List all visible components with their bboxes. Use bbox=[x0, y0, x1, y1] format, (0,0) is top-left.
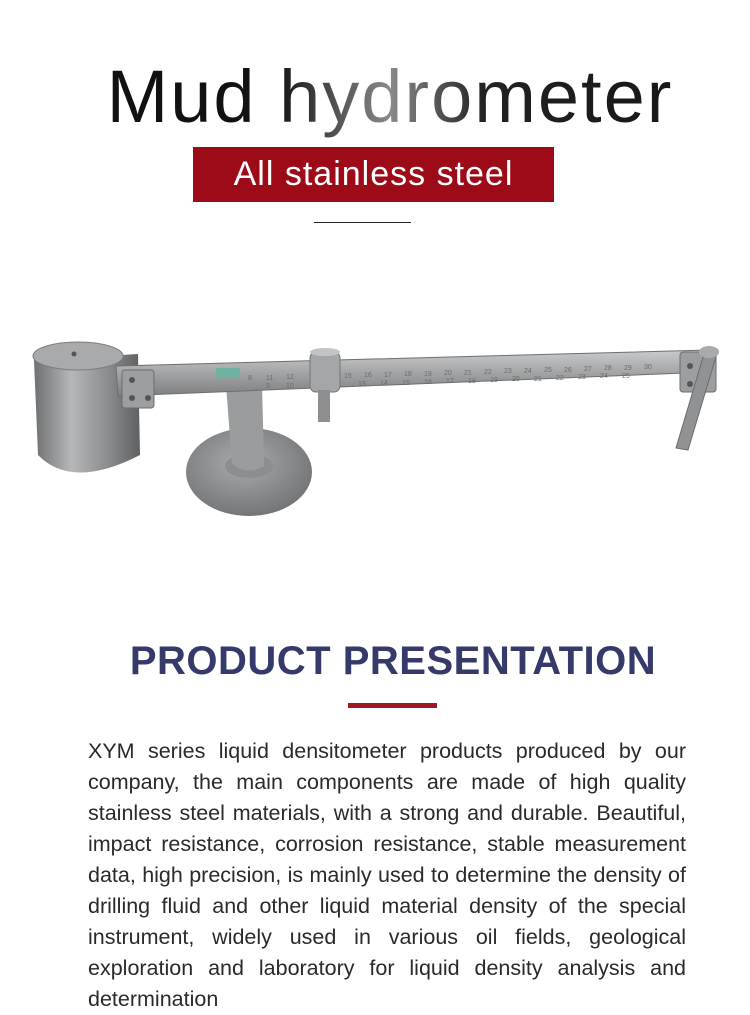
scale-label: 18 bbox=[404, 371, 412, 378]
scale-label: 17 bbox=[446, 378, 454, 385]
scale-label: 12 bbox=[286, 374, 294, 381]
scale-label: 15 bbox=[402, 380, 410, 387]
scale-label: 20 bbox=[512, 376, 520, 383]
scale-label: 23 bbox=[578, 374, 586, 381]
scale-label: 23 bbox=[504, 368, 512, 375]
scale-label: 16 bbox=[364, 372, 372, 379]
scale-label: 8 bbox=[248, 375, 252, 382]
scale-label: 15 bbox=[344, 373, 352, 380]
product-description: XYM series liquid densitometer products produced by our company, the main components are made of high quality stainless steel materials, with a strong and durable. Beautiful, impact resistance, corrosion resistance, stable measurement data, high precision, is mainly used to determine the density of drilling fluid and other liquid material density of the special instrument, widely used in various oil fields, geological exploration and laboratory for liquid density analysis and determination bbox=[88, 739, 686, 1011]
graduated-beam bbox=[116, 350, 716, 408]
scale-label: 29 bbox=[624, 365, 632, 372]
mud-balance-photo bbox=[28, 330, 728, 530]
scale-label: 19 bbox=[424, 371, 432, 378]
scale-label: 11 bbox=[266, 375, 274, 382]
scale-label: 25 bbox=[544, 367, 552, 374]
scale-label: 22 bbox=[556, 375, 564, 382]
scale-label: 25 bbox=[622, 373, 630, 380]
scale-label: 18 bbox=[468, 378, 476, 385]
scale-label: 30 bbox=[644, 364, 652, 371]
material-badge: All stainless steel bbox=[193, 147, 554, 202]
section-divider bbox=[348, 703, 437, 708]
scale-label: 10 bbox=[286, 383, 294, 390]
scale-label: 16 bbox=[424, 379, 432, 386]
section-title: PRODUCT PRESENTATION bbox=[129, 639, 657, 683]
scale-label: 14 bbox=[380, 380, 388, 387]
scale-label: 22 bbox=[484, 369, 492, 376]
scale-label: 19 bbox=[490, 377, 498, 384]
scale-label: 24 bbox=[524, 368, 532, 375]
fulcrum-base bbox=[186, 375, 312, 516]
scale-label: 13 bbox=[358, 381, 366, 388]
scale-label: 20 bbox=[444, 370, 452, 377]
level-bubble bbox=[216, 368, 240, 378]
title-divider bbox=[314, 222, 411, 223]
scale-label: 9 bbox=[266, 383, 270, 390]
rider-weight bbox=[310, 348, 340, 422]
scale-label: 21 bbox=[464, 370, 472, 377]
scale-label: 21 bbox=[534, 376, 542, 383]
scale-label: 27 bbox=[584, 366, 592, 373]
page-title: Mud hydrometer bbox=[0, 52, 750, 142]
scale-label: 28 bbox=[604, 365, 612, 372]
scale-label: 24 bbox=[600, 373, 608, 380]
scale-label: 17 bbox=[384, 372, 392, 379]
scale-label: 26 bbox=[564, 367, 572, 374]
